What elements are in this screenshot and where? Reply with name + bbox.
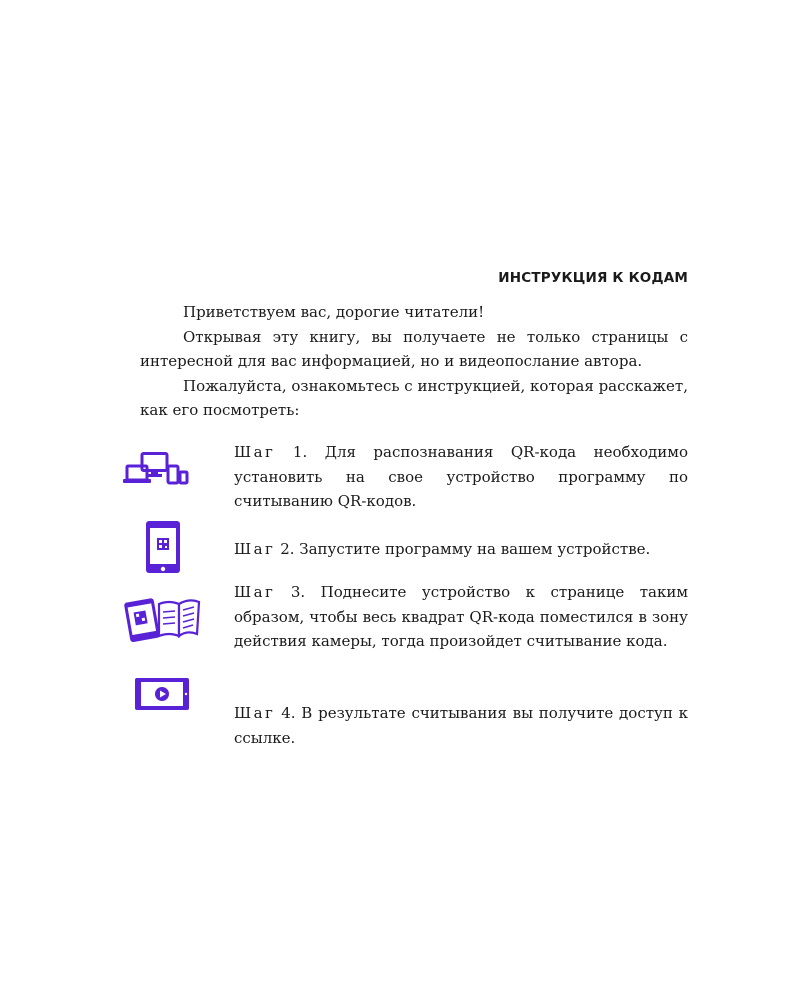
phone-qr-icon [146,521,180,573]
step-word: Шаг [234,443,276,461]
devices-icon [122,452,190,488]
step-text: 4. В результате считывания вы получите доступ к ссылке. [234,704,688,747]
phone-book-scan-icon [123,594,201,642]
step-word: Шаг [234,704,276,722]
intro-greeting: Приветствуем вас, дорогие читатели! [183,303,485,321]
step-word: Шаг [234,540,276,558]
step-text: 2. Запустите программу на вашем устройстве. [275,540,651,558]
video-play-icon [135,678,189,710]
intro-paragraph: Открывая эту книгу, вы получаете не только страницы с интересной для вас информацией, но и видеопослание автора. [140,327,688,370]
page-title: ИНСТРУКЦИЯ К КОДАМ [498,270,688,286]
intro-text [140,300,688,423]
step-2 [234,537,688,562]
step-text: 3. Поднесите устройство к странице таким образом, чтобы весь квадрат QR-кода поместился в зону действия камеры, тогда произойдет считывание кода. [234,583,688,650]
intro-paragraph: Пожалуйста, ознакомьтесь с инструкцией, которая расскажет, как его посмотреть: [140,376,688,419]
step-1 [234,440,688,514]
step-4 [234,701,688,750]
step-3 [234,580,688,654]
step-text: 1. Для распознавания QR-кода необходимо установить на свое устройство программу по считыванию QR-кодов. [234,443,688,510]
step-word: Шаг [234,583,276,601]
